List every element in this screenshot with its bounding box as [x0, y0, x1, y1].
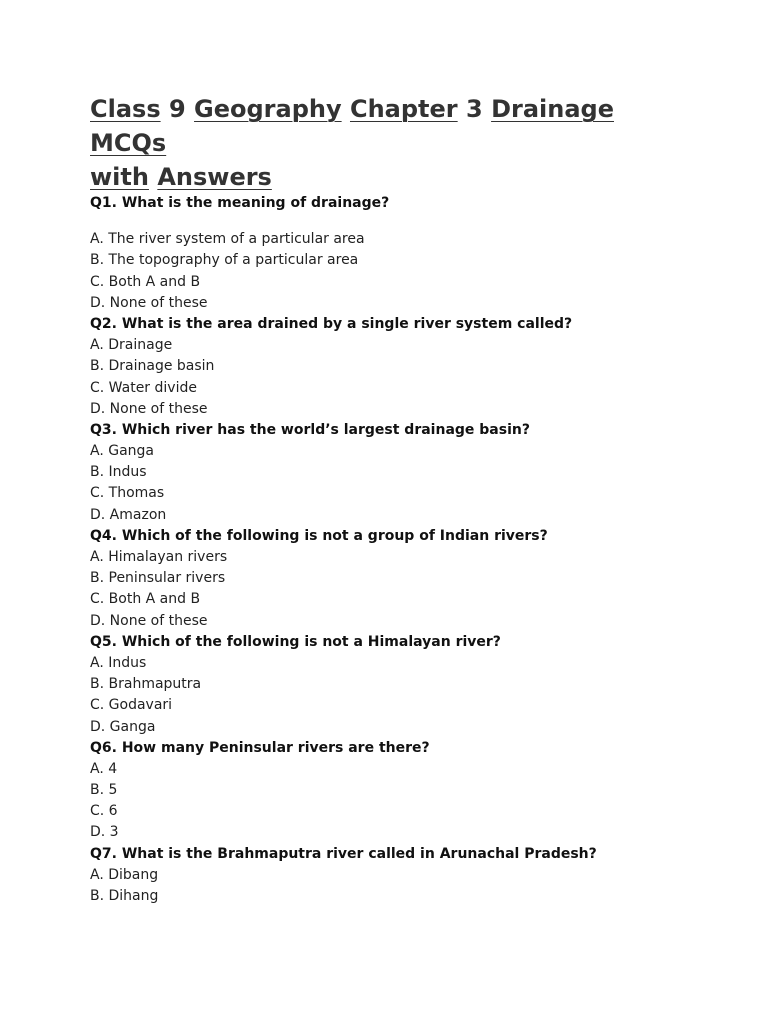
- question-text: Q3. Which river has the world’s largest drainage basin?: [90, 421, 530, 438]
- title-link-mcqs[interactable]: MCQs: [90, 129, 167, 157]
- title-link-geography[interactable]: Geography: [194, 95, 342, 123]
- option-a: A. Drainage: [90, 337, 173, 354]
- option-a: A. Indus: [90, 654, 147, 671]
- option-c: C. Both A and B: [90, 273, 201, 290]
- option-b: B. Indus: [90, 464, 147, 481]
- option-d: D. Amazon: [90, 506, 167, 523]
- option-a: A. Dibang: [90, 866, 159, 883]
- title-link-with[interactable]: with: [90, 163, 149, 191]
- question-block-1: [90, 193, 730, 314]
- title-link-class[interactable]: Class: [90, 95, 161, 123]
- option-b: B. 5: [90, 782, 118, 799]
- option-a: A. Ganga: [90, 443, 154, 460]
- question-text: Q6. How many Peninsular rivers are there?: [90, 739, 430, 756]
- question-block-6: [90, 738, 730, 844]
- title-link-answers[interactable]: Answers: [157, 163, 272, 191]
- question-block-7: [90, 844, 730, 908]
- question-block-4: [90, 526, 730, 632]
- option-c: C. Godavari: [90, 697, 173, 714]
- question-text: Q5. Which of the following is not a Himalayan river?: [90, 633, 501, 650]
- option-a: A. Himalayan rivers: [90, 549, 228, 565]
- option-d: D. None of these: [90, 612, 208, 629]
- title-link-chapter[interactable]: Chapter: [349, 95, 458, 123]
- option-b: B. Dihang: [90, 888, 159, 904]
- question-text: Q4. Which of the following is not a group of Indian rivers?: [90, 527, 548, 544]
- option-a: A. The river system of a particular area: [90, 231, 365, 248]
- question-text: Q2. What is the area drained by a single river system called?: [90, 315, 573, 332]
- question-block-5: [90, 632, 730, 738]
- question-text: Q1. What is the meaning of drainage?: [90, 195, 390, 211]
- spacer: [90, 214, 730, 229]
- question-block-2: [90, 314, 730, 420]
- option-b: B. Peninsular rivers: [90, 570, 226, 587]
- title-word-9: 9: [168, 95, 186, 123]
- option-d: D. 3: [90, 824, 119, 841]
- mcq-list: [90, 193, 730, 907]
- page-title: [90, 92, 690, 194]
- option-c: C. 6: [90, 803, 118, 820]
- option-a: A. 4: [90, 760, 118, 777]
- question-text: Q7. What is the Brahmaputra river called in Arunachal Pradesh?: [90, 845, 597, 862]
- option-d: D. None of these: [90, 294, 208, 311]
- title-link-drainage[interactable]: Drainage: [491, 95, 614, 123]
- option-b: B. Drainage basin: [90, 358, 215, 375]
- title-word-3: 3: [466, 95, 483, 123]
- question-block-3: [90, 420, 730, 526]
- option-d: D. Ganga: [90, 718, 156, 735]
- option-c: C. Both A and B: [90, 591, 201, 608]
- option-d: D. None of these: [90, 400, 208, 417]
- option-c: C. Water divide: [90, 379, 197, 396]
- option-b: B. The topography of a particular area: [90, 252, 359, 269]
- option-c: C. Thomas: [90, 485, 165, 502]
- option-b: B. Brahmaputra: [90, 676, 202, 693]
